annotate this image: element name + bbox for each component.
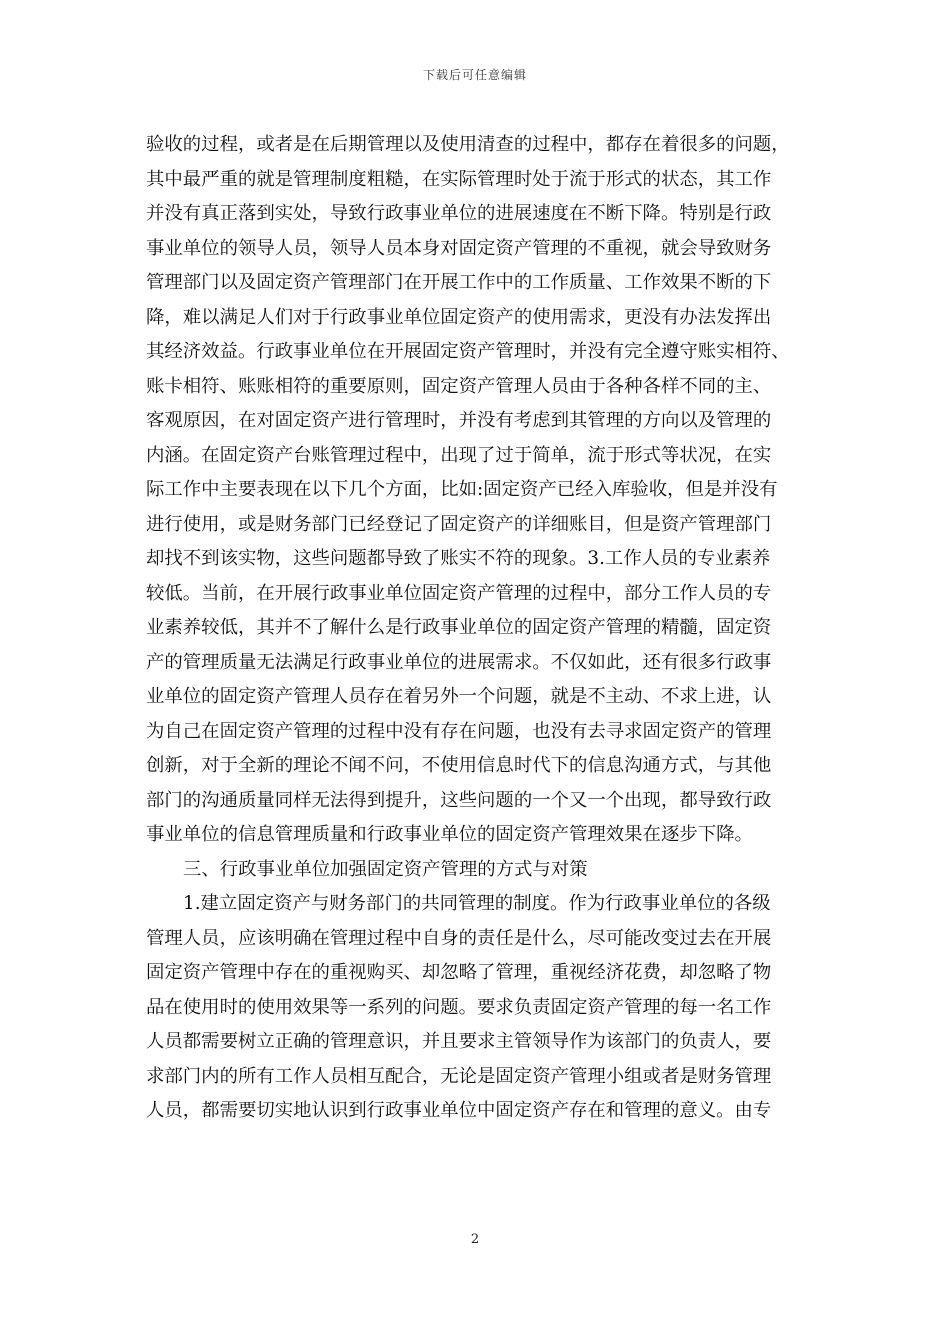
text-line: 降，难以满足人们对于行政事业单位固定资产的使用需求，更没有办法发挥出 — [146, 306, 772, 328]
text-line: 创新，对于全新的理论不闻不问，不使用信息时代下的信息沟通方式，与其他 — [146, 755, 772, 776]
text-line: 人员都需要树立正确的管理意识，并且要求主管领导作为该部门的负责人，要 — [146, 1031, 772, 1052]
text-line: 产的管理质量无法满足行政事业单位的进展需求。不仅如此，还有很多行政事 — [146, 651, 772, 673]
body-text — [146, 128, 822, 1129]
text-line: 人员，都需要切实地认识到行政事业单位中固定资产存在和管理的意义。由专 — [146, 1100, 772, 1121]
page-number: 2 — [470, 1232, 480, 1247]
text-line: 品在使用时的使用效果等一系列的问题。要求负责固定资产管理的每一名工作 — [146, 996, 772, 1018]
text-line: 管理部门以及固定资产管理部门在开展工作中的工作质量、工作效果不断的下 — [146, 272, 772, 293]
section-heading: 三、行政事业单位加强固定资产管理的方式与对策 — [183, 858, 588, 880]
page-header: 下载后可任意编辑 — [422, 68, 527, 82]
text-line: 较低。当前，在开展行政事业单位固定资产管理的过程中，部分工作人员的专 — [146, 582, 772, 604]
text-line: 1.建立固定资产与财务部门的共同管理的制度。作为行政事业单位的各级 — [183, 893, 771, 914]
text-line: 为自己在固定资产管理的过程中没有存在问题，也没有去寻求固定资产的管理 — [146, 720, 772, 742]
text-line: 客观原因，在对固定资产进行管理时，并没有考虑到其管理的方向以及管理的 — [146, 410, 772, 431]
text-line: 事业单位的信息管理质量和行政事业单位的固定资产管理效果在逐步下降。 — [146, 824, 753, 845]
text-line: 部门的沟通质量同样无法得到提升，这些问题的一个又一个出现，都导致行政 — [146, 789, 772, 811]
text-line: 际工作中主要表现在以下几个方面，比如:固定资产已经入库验收，但是并没有 — [146, 479, 778, 500]
text-line: 其经济效益。行政事业单位在开展固定资产管理时，并没有完全遵守账实相符、 — [146, 341, 790, 362]
text-line: 验收的过程，或者是在后期管理以及使用清查的过程中，都存在着很多的问题， — [146, 134, 790, 155]
text-line: 却找不到该实物，这些问题都导致了账实不符的现象。3.工作人员的专业素养 — [146, 548, 771, 569]
text-line: 业素养较低，其并不了解什么是行政事业单位的固定资产管理的精髓，固定资 — [146, 617, 772, 638]
text-line: 账卡相符、账账相符的重要原则，固定资产管理人员由于各种各样不同的主、 — [146, 375, 772, 397]
text-line: 进行使用，或是财务部门已经登记了固定资产的详细账目，但是资产管理部门 — [146, 513, 772, 535]
text-line: 固定资产管理中存在的重视购买、却忽略了管理，重视经济花费，却忽略了物 — [146, 962, 772, 983]
text-line: 业单位的固定资产管理人员存在着另外一个问题，就是不主动、不求上进，认 — [146, 686, 772, 707]
text-line: 事业单位的领导人员，领导人员本身对固定资产管理的不重视，就会导致财务 — [146, 237, 772, 259]
text-line: 管理人员，应该明确在管理过程中自身的责任是什么，尽可能改变过去在开展 — [146, 927, 772, 949]
text-line: 求部门内的所有工作人员相互配合，无论是固定资产管理小组或者是财务管理 — [146, 1065, 772, 1087]
text-line: 并没有真正落到实处，导致行政事业单位的进展速度在不断下降。特别是行政 — [146, 203, 772, 224]
text-line: 其中最严重的就是管理制度粗糙，在实际管理时处于流于形式的状态，其工作 — [146, 168, 772, 190]
text-line: 内涵。在固定资产台账管理过程中，出现了过于简单，流于形式等状况，在实 — [146, 444, 772, 466]
